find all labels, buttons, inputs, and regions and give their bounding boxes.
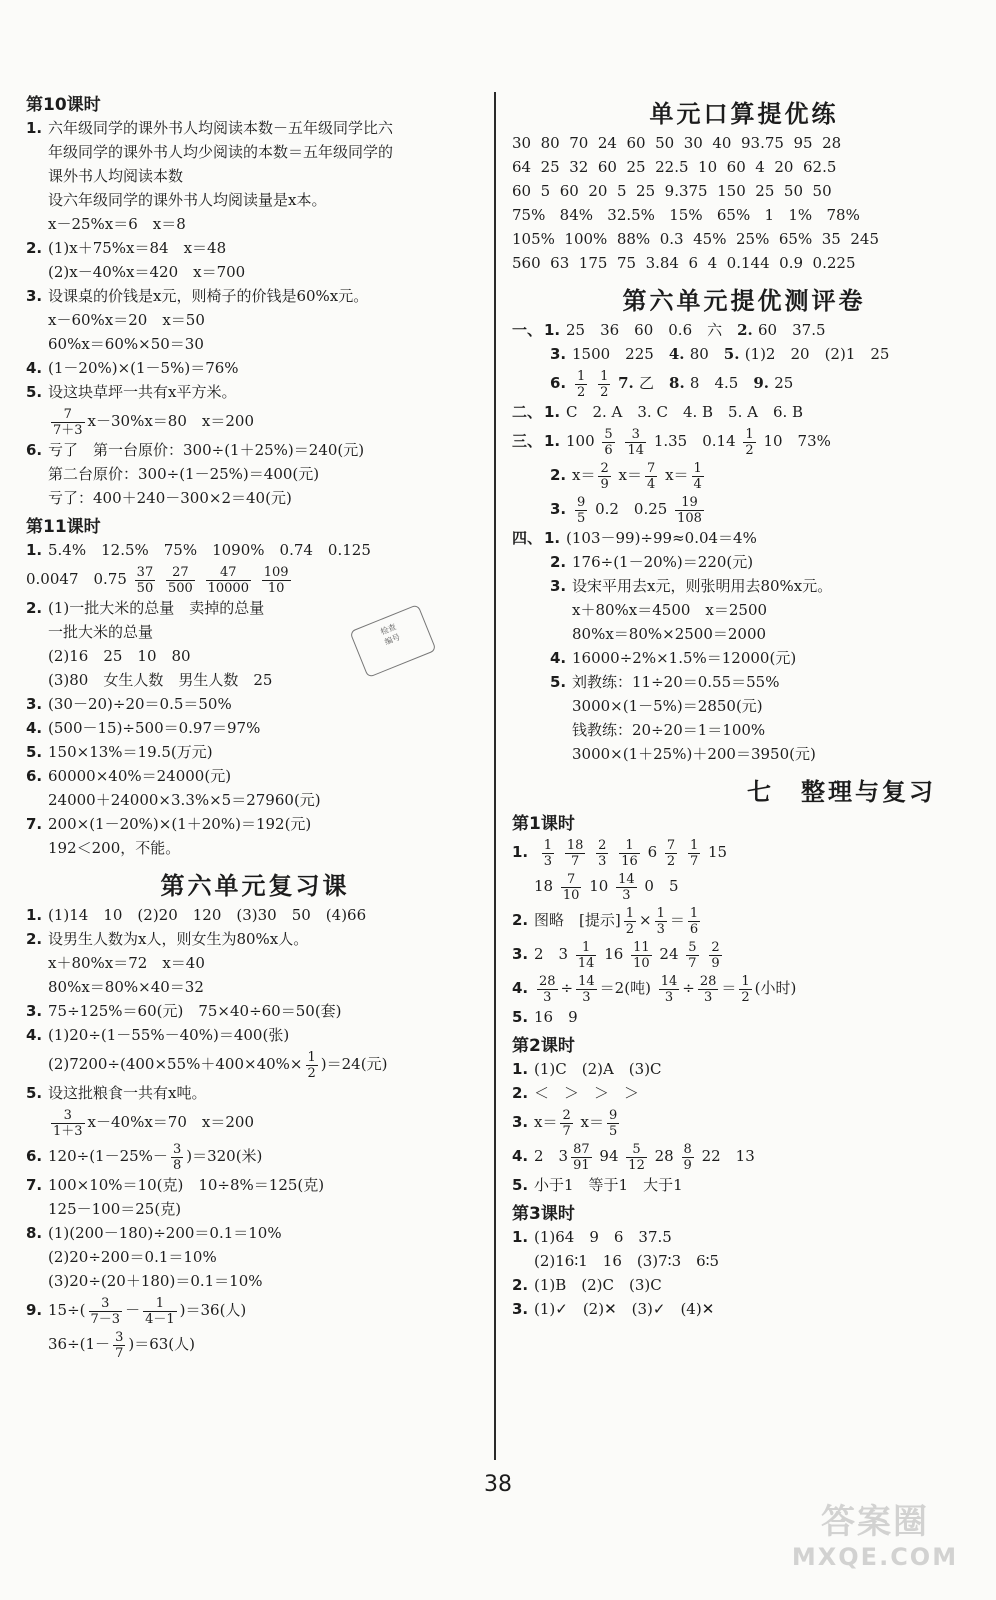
answer-line: 3000×(1＋25%)＋200＝3950(元): [572, 745, 816, 763]
fraction: $\frac{2}{9}$: [711, 939, 720, 971]
fraction: $\frac{7}{4}$: [647, 460, 656, 492]
fraction: $\frac{109}{10}$: [263, 564, 289, 596]
lesson-2-title: 第2课时: [512, 1036, 575, 1056]
fraction: $\frac{14}{3}$: [660, 973, 678, 1005]
fraction: $\frac{47}{10000}$: [207, 564, 249, 596]
lesson-11-title: 第11课时: [26, 517, 101, 537]
answer-line: $\frac{7}{7+3}$ x－30%x＝80 x＝200: [53, 406, 254, 438]
mental-row: 60 5 60 20 5 25 9.375 150 25 50 50: [512, 182, 832, 200]
answer-line: 二、 1. C 2. A 3. C 4. B 5. A 6. B: [512, 403, 804, 421]
chapter-title: 七 整理与复习: [747, 778, 936, 806]
mental-row: 560 63 175 75 3.84 6 4 0.144 0.9 0.225: [512, 254, 856, 272]
fraction: $\frac{7}{7+3}$: [53, 406, 83, 438]
page-number: 38: [484, 1472, 512, 1497]
answer-line: 4. (1)20÷(1－55%－40%)＝400(张): [26, 1026, 290, 1044]
answer-line: 6. 120÷(1－25%－ $\frac{3}{8}$ )＝320(米): [26, 1141, 263, 1173]
answer-line: 3000×(1－5%)＝2850(元): [572, 697, 763, 715]
mental-row: 75% 84% 32.5% 15% 65% 1 1% 78%: [512, 206, 860, 224]
answer-line: 2. 176÷(1－20%)＝220(元): [550, 553, 754, 571]
section-title: 第六单元复习课: [160, 872, 350, 900]
answer-line: 设六年级同学的课外书人均阅读量是x本。: [48, 191, 327, 209]
answer-line: 2. (1)B (2)C (3)C: [512, 1276, 662, 1294]
fraction: $\frac{28}{3}$: [539, 973, 556, 1005]
answer-line: 5. 设这批粮食一共有x吨。: [26, 1084, 207, 1102]
answer-line: 4. (1－20%)×(1－5%)＝76%: [26, 359, 239, 377]
answer-line: 5. 150×13%＝19.5(万元): [26, 743, 213, 761]
answer-line: 6. $\frac{1}{2}$ $\frac{1}{2}$ 7. 乙 8. 8 4.5 9. 25: [550, 368, 794, 400]
fraction: $\frac{7}{10}$: [562, 871, 580, 903]
answer-line: (2)20÷200＝0.1＝10%: [48, 1248, 217, 1266]
fraction: $\frac{1}{2}$: [307, 1049, 316, 1081]
fraction: $\frac{3}{7}$: [115, 1329, 124, 1361]
answer-line: 3. 2 3 $\frac{1}{14}$ 16 $\frac{11}{10}$ 24 $\frac{5}{7}$ $\frac{2}{9}$: [512, 939, 720, 971]
fraction: $\frac{1}{3}$: [656, 905, 665, 937]
answer-line: 80%x＝80%×40＝32: [48, 978, 204, 996]
answer-line: 125－100＝25(克): [48, 1200, 182, 1218]
answer-line: 8. (1)(200－180)÷200＝0.1＝10%: [26, 1224, 282, 1242]
fraction: $\frac{5}{12}$: [628, 1141, 645, 1173]
fraction: $\frac{5}{7}$: [688, 939, 697, 971]
answer-line: (3)80 女生人数 男生人数 25: [48, 671, 273, 689]
answer-line: 1. 六年级同学的课外书人均阅读本数－五年级同学比六: [26, 119, 394, 137]
answer-line: 4. 16000÷2%×1.5%＝12000(元): [550, 649, 797, 667]
fraction: $\frac{87}{91}$: [573, 1141, 590, 1173]
answer-line: 3. 75÷125%＝60(元) 75×40÷60＝50(套): [26, 1002, 342, 1020]
answer-line: 一、 1. 25 36 60 0.6 六 2. 60 37.5: [512, 321, 826, 339]
answer-line: (2)16∶1 16 (3)7∶3 6∶5: [534, 1252, 720, 1270]
right-column: [512, 88, 976, 1321]
mental-row: 64 25 32 60 25 22.5 10 60 4 20 62.5: [512, 158, 837, 176]
answer-line: 7. 200×(1－20%)×(1＋20%)＝192(元): [26, 815, 312, 833]
answer-line: 5. 小于1 等于1 大于1: [512, 1176, 683, 1194]
answer-line: 6. 60000×40%＝24000(元): [26, 767, 232, 785]
fraction: $\frac{1}{6}$: [689, 905, 699, 937]
answer-line: x－25%x＝6 x＝8: [48, 215, 186, 233]
answer-line: 2. 设男生人数为x人，则女生为80%x人。: [26, 930, 309, 948]
fraction: $\frac{1}{2}$: [600, 368, 609, 400]
fraction: $\frac{7}{2}$: [666, 837, 676, 869]
stamp-mark: 检查 编号: [349, 604, 436, 678]
fraction: $\frac{1}{3}$: [543, 837, 553, 869]
answer-line: 3. 设宋平用去x元，则张明用去80%x元。: [550, 577, 833, 595]
answer-line: 课外书人均阅读本数: [48, 167, 184, 185]
lesson-10-title: 第10课时: [26, 95, 101, 115]
fraction: $\frac{1}{16}$: [621, 837, 638, 869]
fraction: $\frac{14}{3}$: [578, 973, 595, 1005]
answer-line: x－60%x＝20 x＝50: [48, 311, 205, 329]
answer-line: 5. 设这块草坪一共有x平方米。: [26, 383, 237, 401]
fraction: $\frac{1}{4}$: [693, 460, 702, 492]
fraction: $\frac{19}{108}$: [677, 494, 702, 526]
answer-line: 亏了：400＋240－300×2＝40(元): [48, 489, 292, 507]
fraction: $\frac{1}{2}$: [577, 368, 586, 400]
answer-line: (2)x－40%x＝420 x＝700: [48, 263, 246, 281]
answer-line: 4. $\frac{28}{3}$ ÷ $\frac{14}{3}$ ＝2(吨) $\frac{14}{3}$ ÷ $\frac{28}{3}$ ＝ $\frac{1}{2}$ (小时): [512, 973, 797, 1005]
answer-line: 1. 5.4% 12.5% 75% 1090% 0.74 0.125: [26, 541, 371, 559]
fraction: $\frac{3}{1+3}$: [53, 1107, 83, 1139]
answer-line: 1. (1)14 10 (2)20 120 (3)30 50 (4)66: [26, 906, 367, 924]
answer-line: (3)20÷(20＋180)＝0.1＝10%: [48, 1272, 263, 1290]
fraction: $\frac{27}{500}$: [168, 564, 193, 596]
answer-line: 3. $\frac{9}{5}$ 0.2 0.25 $\frac{19}{108}$: [550, 494, 702, 526]
fraction: $\frac{1}{2}$: [745, 426, 754, 458]
mental-row: 30 80 70 24 60 50 30 40 93.75 95 28: [512, 134, 842, 152]
mental-row: 105% 100% 88% 0.3 45% 25% 65% 35 245: [512, 230, 879, 248]
answer-line: 3. x＝ $\frac{2}{7}$ x＝ $\frac{9}{5}$: [512, 1107, 618, 1139]
answer-line: 60%x＝60%×50＝30: [48, 335, 204, 353]
fraction: $\frac{3}{14}$: [627, 426, 645, 458]
answer-line: 四、 1. (103－99)÷99≈0.04＝4%: [512, 529, 757, 547]
answer-line: 1. $\frac{1}{3}$ $\frac{18}{7}$ $\frac{2}{3}$ $\frac{1}{16}$ 6 $\frac{7}{2}$ $\frac{1}{7}$ 15: [512, 837, 728, 869]
answer-line: 5. 刘教练：11÷20＝0.55＝55%: [550, 673, 780, 691]
watermark-logo: 答案圈 MXQE.COM: [791, 1502, 959, 1571]
answer-line: 36÷(1－ $\frac{3}{7}$ )＝63(人): [48, 1329, 195, 1361]
fraction: $\frac{9}{5}$: [609, 1107, 618, 1139]
answer-line: 三、 1. 100 $\frac{5}{6}$ $\frac{3}{14}$ 1.35 0.14 $\frac{1}{2}$ 10 73%: [512, 426, 831, 458]
answer-line: 3. 1500 225 4. 80 5. (1)2 20 (2)1 25: [550, 345, 890, 363]
fraction: $\frac{2}{3}$: [598, 837, 607, 869]
answer-line: x＋80%x＝72 x＝40: [48, 954, 205, 972]
lesson-1-title: 第1课时: [512, 814, 575, 834]
answer-line: 第二台原价：300÷(1－25%)＝400(元): [48, 465, 320, 483]
answer-line: 2. 图略 [提示] $\frac{1}{2}$ × $\frac{1}{3}$ ＝ $\frac{1}{6}$: [512, 905, 699, 937]
fraction: $\frac{18}{7}$: [566, 837, 584, 869]
answer-line: 2. ＜ ＞ ＞ ＞: [512, 1084, 640, 1102]
answer-line: 4. 2 3 $\frac{87}{91}$ 94 $\frac{5}{12}$ 28 $\frac{8}{9}$ 22 13: [512, 1141, 755, 1173]
fraction: $\frac{5}{6}$: [604, 426, 613, 458]
fraction: $\frac{1}{4-1}$: [145, 1295, 175, 1327]
answer-line: 3. (30－20)÷20＝0.5＝50%: [26, 695, 232, 713]
answer-line: 18 $\frac{7}{10}$ 10 $\frac{14}{3}$ 0 5: [534, 871, 679, 903]
answer-line: 80%x＝80%×2500＝2000: [572, 625, 767, 643]
fraction: $\frac{8}{9}$: [683, 1141, 692, 1173]
column-divider: [494, 92, 496, 1460]
answer-line: 年级同学的课外书人均少阅读的本数＝五年级同学的: [48, 143, 394, 161]
fraction: $\frac{28}{3}$: [699, 973, 717, 1005]
answer-line: 一批大米的总量: [48, 623, 154, 641]
answer-line: (2)7200÷(400×55%＋400×40%× $\frac{1}{2}$ )＝24(元): [48, 1049, 388, 1081]
fraction: $\frac{9}{5}$: [577, 494, 586, 526]
answer-line: 1. (1)C (2)A (3)C: [512, 1060, 662, 1078]
fraction: $\frac{1}{2}$: [625, 905, 634, 937]
section-title: 单元口算提优练: [649, 100, 839, 128]
fraction: $\frac{3}{7-3}$: [90, 1295, 121, 1327]
answer-line: 4. (500－15)÷500＝0.97＝97%: [26, 719, 261, 737]
fraction: $\frac{1}{7}$: [689, 837, 699, 869]
answer-line: 1. (1)64 9 6 37.5: [512, 1228, 672, 1246]
answer-line: 2. (1)x＋75%x＝84 x＝48: [26, 239, 227, 257]
answer-line: x＋80%x＝4500 x＝2500: [572, 601, 768, 619]
answer-line: 6. 亏了 第一台原价：300÷(1＋25%)＝240(元): [26, 441, 365, 459]
answer-line: 3. (1)✓ (2)✕ (3)✓ (4)✕: [512, 1300, 715, 1318]
answer-line: 24000＋24000×3.3%×5＝27960(元): [48, 791, 321, 809]
lesson-3-title: 第3课时: [512, 1204, 575, 1224]
fraction: $\frac{2}{9}$: [600, 460, 609, 492]
answer-line: 9. 15÷( $\frac{3}{7-3}$ － $\frac{1}{4-1}$ )＝36(人): [26, 1295, 247, 1327]
answer-line: 5. 16 9: [512, 1008, 578, 1026]
answer-line: 192＜200，不能。: [48, 839, 181, 857]
answer-line: 0.0047 0.75 $\frac{37}{50}$ $\frac{27}{500}$ $\frac{47}{10000}$ $\frac{109}{10}$: [26, 564, 289, 596]
fraction: $\frac{2}{7}$: [562, 1107, 571, 1139]
answer-line: (2)16 25 10 80: [48, 647, 191, 665]
answer-line: 2. (1)一批大米的总量 卖掉的总量: [26, 599, 265, 617]
answer-line: 7. 100×10%＝10(克) 10÷8%＝125(克): [26, 1176, 325, 1194]
fraction: $\frac{14}{3}$: [618, 871, 635, 903]
fraction: $\frac{1}{2}$: [741, 973, 750, 1005]
fraction: $\frac{37}{50}$: [136, 564, 154, 596]
answer-line: 3. 设课桌的价钱是x元，则椅子的价钱是60%x元。: [26, 287, 369, 305]
fraction: $\frac{3}{8}$: [172, 1141, 182, 1173]
section-title: 第六单元提优测评卷: [622, 287, 866, 315]
fraction: $\frac{1}{14}$: [577, 939, 595, 971]
fraction: $\frac{11}{10}$: [633, 939, 650, 971]
left-column: [26, 88, 484, 1361]
answer-line: 2. x＝ $\frac{2}{9}$ x＝ $\frac{7}{4}$ x＝ $\frac{1}{4}$: [550, 460, 702, 492]
answer-line: $\frac{3}{1+3}$ x－40%x＝70 x＝200: [53, 1107, 254, 1139]
answer-line: 钱教练：20÷20＝1＝100%: [572, 721, 766, 739]
